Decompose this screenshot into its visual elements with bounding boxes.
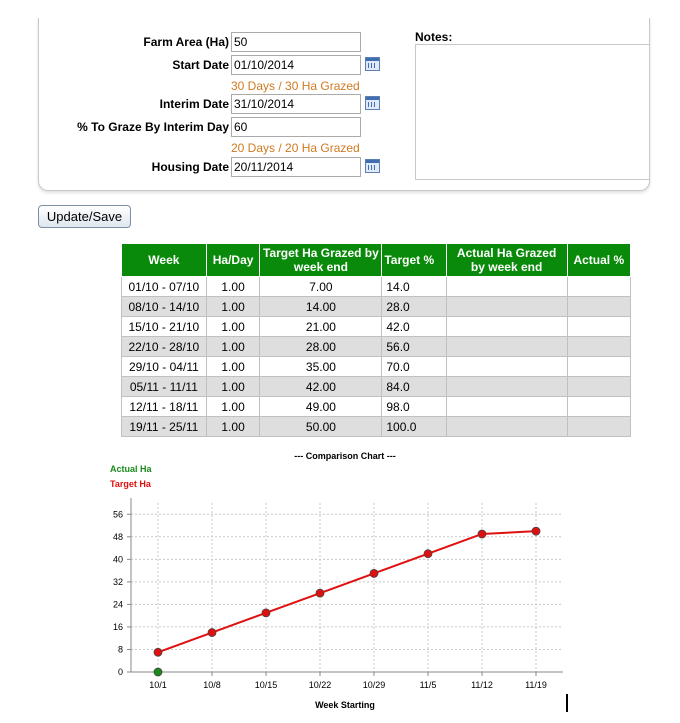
cell-ha-day: 1.00 bbox=[206, 317, 260, 337]
x-tick-label: 10/15 bbox=[254, 680, 278, 690]
data-point-target bbox=[316, 589, 324, 597]
cell-actual-pct bbox=[567, 417, 630, 437]
cell-ha-day: 1.00 bbox=[206, 297, 260, 317]
cell-target-pct: 100.0 bbox=[382, 417, 446, 437]
header-target-ha: Target Ha Grazed by week end bbox=[260, 244, 382, 277]
cell-actual-pct bbox=[567, 397, 630, 417]
housing-date-calendar-icon[interactable] bbox=[365, 159, 380, 173]
data-point-target bbox=[154, 648, 162, 656]
x-tick-label: 11/19 bbox=[525, 680, 547, 690]
legend-target: Target Ha bbox=[110, 479, 151, 489]
table-row bbox=[122, 377, 631, 397]
cell-target-pct: 42.0 bbox=[382, 317, 446, 337]
cell-target-pct: 56.0 bbox=[382, 337, 446, 357]
cell-actual-pct bbox=[567, 277, 630, 297]
x-tick-label: 11/12 bbox=[471, 680, 493, 690]
cell-week: 15/10 - 21/10 bbox=[122, 317, 207, 337]
chart-title: --- Comparison Chart --- bbox=[294, 451, 396, 461]
cell-actual-pct bbox=[567, 377, 630, 397]
farm-area-input[interactable] bbox=[231, 32, 361, 52]
data-point-target bbox=[208, 629, 216, 637]
notes-label: Notes: bbox=[415, 30, 453, 44]
start-date-label: Start Date bbox=[172, 58, 229, 72]
header-ha-day: Ha/Day bbox=[206, 244, 260, 277]
cell-actual-pct bbox=[567, 317, 630, 337]
cell-target-ha: 14.00 bbox=[260, 297, 382, 317]
cell-ha-day: 1.00 bbox=[206, 397, 260, 417]
table-row bbox=[122, 417, 631, 437]
cell-target-ha: 42.00 bbox=[260, 377, 382, 397]
header-actual-ha: Actual Ha Grazed by week end bbox=[446, 244, 567, 277]
cell-actual-ha bbox=[446, 377, 567, 397]
cell-actual-ha bbox=[446, 297, 567, 317]
pct-graze-input[interactable] bbox=[231, 117, 361, 137]
x-tick-label: 10/22 bbox=[308, 680, 332, 690]
interim-date-input[interactable] bbox=[231, 94, 361, 114]
interim-note: 20 Days / 20 Ha Grazed bbox=[231, 141, 360, 155]
data-point-target bbox=[478, 530, 486, 538]
table-row bbox=[122, 297, 631, 317]
interim-date-label: Interim Date bbox=[159, 97, 229, 111]
header-actual-pct: Actual % bbox=[567, 244, 630, 277]
y-tick-label: 56 bbox=[112, 509, 123, 520]
table-row bbox=[122, 397, 631, 417]
start-date-note: 30 Days / 30 Ha Grazed bbox=[231, 79, 360, 93]
farm-settings-panel bbox=[38, 18, 650, 191]
update-save-button[interactable]: Update/Save bbox=[38, 205, 131, 228]
y-tick-label: 16 bbox=[112, 621, 123, 632]
cell-target-pct: 70.0 bbox=[382, 357, 446, 377]
data-point-target bbox=[262, 609, 270, 617]
data-point-actual bbox=[154, 668, 162, 676]
x-tick-label: 10/8 bbox=[203, 680, 221, 690]
cell-actual-ha bbox=[446, 277, 567, 297]
farm-area-row bbox=[39, 32, 399, 52]
cell-week: 19/11 - 25/11 bbox=[122, 417, 207, 437]
legend-actual: Actual Ha bbox=[110, 464, 152, 474]
interim-date-calendar-icon[interactable] bbox=[365, 96, 380, 110]
cell-actual-ha bbox=[446, 397, 567, 417]
cell-target-pct: 84.0 bbox=[382, 377, 446, 397]
cell-week: 22/10 - 28/10 bbox=[122, 337, 207, 357]
housing-date-label: Housing Date bbox=[151, 160, 229, 174]
start-date-calendar-icon[interactable] bbox=[365, 57, 380, 71]
cell-target-ha: 50.00 bbox=[260, 417, 382, 437]
cell-week: 01/10 - 07/10 bbox=[122, 277, 207, 297]
cell-ha-day: 1.00 bbox=[206, 357, 260, 377]
y-tick-label: 32 bbox=[112, 576, 123, 587]
cell-actual-pct bbox=[567, 337, 630, 357]
cell-week: 08/10 - 14/10 bbox=[122, 297, 207, 317]
cell-ha-day: 1.00 bbox=[206, 417, 260, 437]
data-point-target bbox=[424, 550, 432, 558]
cell-actual-ha bbox=[446, 417, 567, 437]
cell-actual-ha bbox=[446, 357, 567, 377]
cell-ha-day: 1.00 bbox=[206, 377, 260, 397]
text-cursor bbox=[566, 694, 568, 712]
header-week: Week bbox=[122, 244, 207, 277]
y-tick-label: 24 bbox=[112, 599, 123, 610]
housing-date-row bbox=[39, 157, 399, 177]
cell-target-pct: 28.0 bbox=[382, 297, 446, 317]
cell-actual-ha bbox=[446, 337, 567, 357]
y-tick-label: 40 bbox=[112, 554, 123, 565]
cell-actual-pct bbox=[567, 357, 630, 377]
cell-ha-day: 1.00 bbox=[206, 277, 260, 297]
cell-target-pct: 98.0 bbox=[382, 397, 446, 417]
interim-date-row bbox=[39, 94, 399, 114]
cell-target-ha: 21.00 bbox=[260, 317, 382, 337]
table-row bbox=[122, 317, 631, 337]
cell-target-ha: 28.00 bbox=[260, 337, 382, 357]
farm-area-label: Farm Area (Ha) bbox=[143, 35, 229, 49]
cell-target-ha: 35.00 bbox=[260, 357, 382, 377]
y-tick-label: 48 bbox=[112, 531, 123, 542]
start-date-input[interactable] bbox=[231, 55, 361, 75]
x-axis-label: Week Starting bbox=[315, 700, 375, 710]
x-tick-label: 11/5 bbox=[419, 680, 437, 690]
table-row bbox=[122, 357, 631, 377]
x-tick-label: 10/29 bbox=[362, 680, 386, 690]
table-row bbox=[122, 277, 631, 297]
start-date-row bbox=[39, 55, 399, 75]
pct-graze-label: % To Graze By Interim Day bbox=[77, 120, 229, 134]
cell-actual-ha bbox=[446, 317, 567, 337]
header-target-pct: Target % bbox=[382, 244, 446, 277]
table-row bbox=[122, 337, 631, 357]
cell-week: 05/11 - 11/11 bbox=[122, 377, 207, 397]
cell-target-ha: 49.00 bbox=[260, 397, 382, 417]
cell-actual-pct bbox=[567, 297, 630, 317]
comparison-chart bbox=[0, 445, 680, 723]
pct-graze-row bbox=[39, 117, 399, 137]
data-point-target bbox=[532, 527, 540, 535]
y-tick-label: 0 bbox=[117, 667, 123, 677]
table-header-row bbox=[122, 244, 631, 277]
cell-week: 12/11 - 18/11 bbox=[122, 397, 207, 417]
x-tick-label: 10/1 bbox=[149, 680, 167, 690]
cell-ha-day: 1.00 bbox=[206, 337, 260, 357]
notes-textarea[interactable] bbox=[415, 44, 650, 180]
y-tick-label: 8 bbox=[117, 644, 123, 655]
grazing-table bbox=[121, 243, 631, 437]
cell-week: 29/10 - 04/11 bbox=[122, 357, 207, 377]
data-point-target bbox=[370, 569, 378, 577]
cell-target-ha: 7.00 bbox=[260, 277, 382, 297]
cell-target-pct: 14.0 bbox=[382, 277, 446, 297]
housing-date-input[interactable] bbox=[231, 157, 361, 177]
